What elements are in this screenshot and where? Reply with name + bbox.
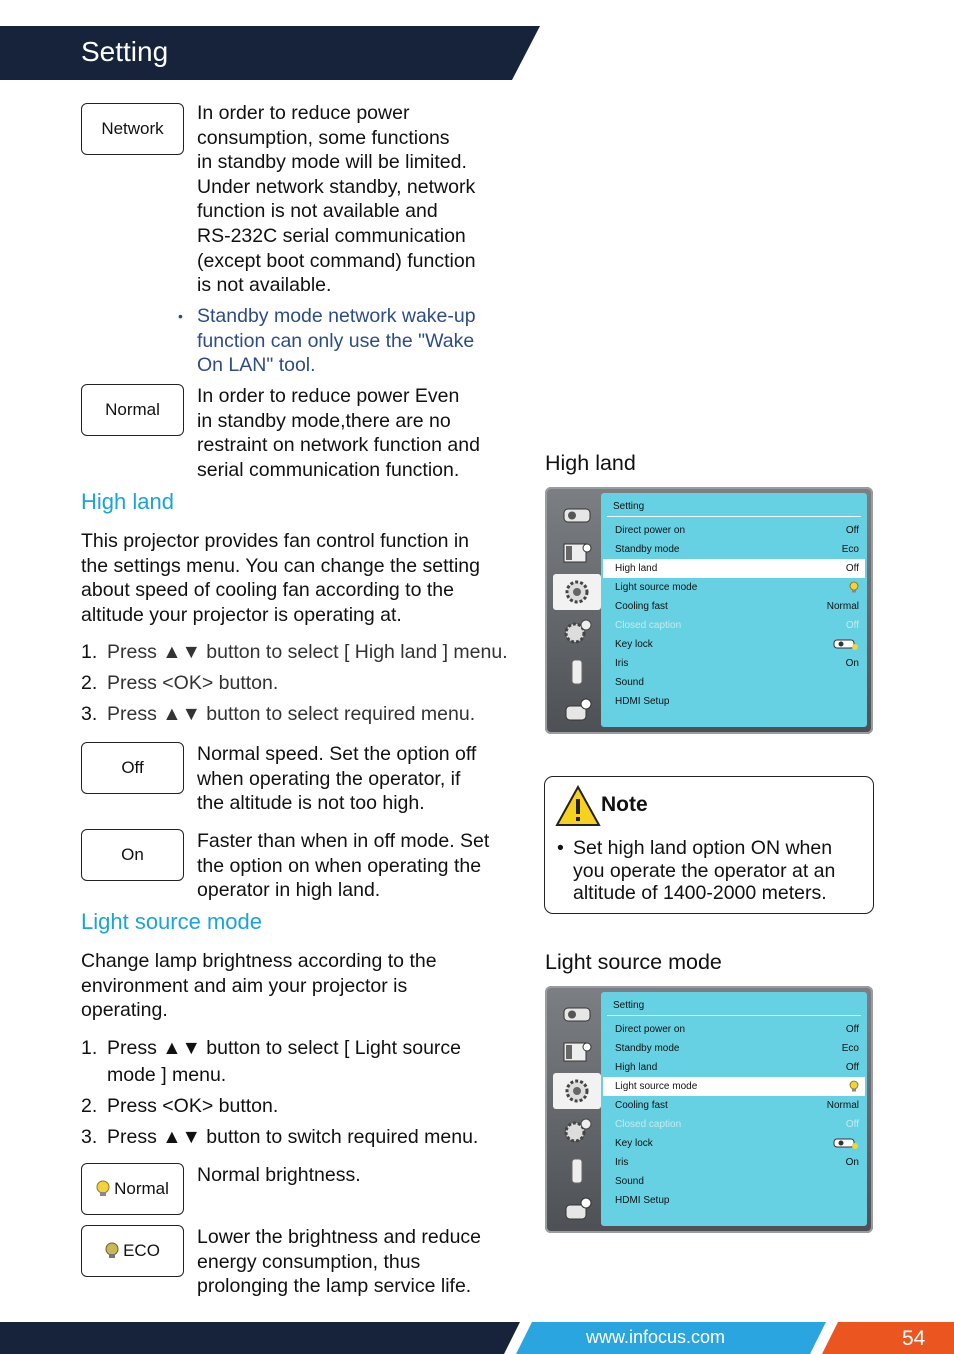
standby-normal-option-label: Normal xyxy=(105,400,160,419)
light-normal-label: Normal xyxy=(114,1179,169,1198)
menu1-caption: High land xyxy=(545,451,636,475)
light-source-heading: Light source mode xyxy=(81,909,262,934)
advanced-settings-icon[interactable] xyxy=(553,1113,601,1149)
usb-icon[interactable] xyxy=(553,1153,601,1189)
menu-row-hdmi-setup[interactable]: HDMI Setup xyxy=(615,696,670,707)
light-eco-label: ECO xyxy=(123,1241,160,1260)
light-source-intro: Change lamp brightness according to the environment and aim your projector is operating. xyxy=(81,950,437,1022)
info-icon[interactable] xyxy=(553,1192,601,1228)
light-normal-description: Normal brightness. xyxy=(197,1164,361,1186)
key-lock-icon xyxy=(833,1137,859,1150)
menu-row-direct-power-on[interactable]: Direct power on Off xyxy=(615,1024,859,1035)
menu-title: Setting xyxy=(613,1000,645,1011)
page-title: Setting xyxy=(81,36,169,67)
light-normal-box xyxy=(81,1163,184,1215)
menu-panel xyxy=(601,493,867,727)
menu-row-key-lock[interactable]: Key lock xyxy=(603,1134,865,1153)
page-number: 54 xyxy=(902,1327,926,1350)
menu-row-light-source-mode[interactable]: Light source mode xyxy=(603,1077,865,1096)
menu-row-key-lock[interactable]: Key lock xyxy=(603,635,865,654)
light-eco-box xyxy=(81,1225,184,1277)
high-land-off-box xyxy=(81,742,184,794)
high-land-off-description: Normal speed. Set the option off when operating the operator, if the altitude is not too high. xyxy=(197,743,477,815)
info-icon[interactable] xyxy=(553,693,601,729)
osd-menu-light-source-mode xyxy=(545,986,873,1233)
high-land-on-label: On xyxy=(121,845,144,864)
lightbulb-icon xyxy=(96,1180,110,1198)
menu-row-sound[interactable]: Sound xyxy=(615,677,644,688)
footer-url-link[interactable]: www.infocus.com xyxy=(586,1327,726,1347)
standby-normal-option-box xyxy=(81,384,184,436)
picture-icon[interactable] xyxy=(553,535,601,571)
menu-title-divider xyxy=(607,516,861,517)
menu-row-light-source-mode[interactable]: Light source mode xyxy=(603,578,865,597)
network-option-box xyxy=(81,103,184,155)
wake-bullet: • xyxy=(178,308,183,324)
high-land-on-description: Faster than when in off mode. Set the option on when operating the operator in high land. xyxy=(197,830,490,902)
menu-panel xyxy=(601,992,867,1226)
note-bullet: • xyxy=(557,837,564,859)
note-text: Set high land option ON when you operate the operator at an altitude of 1400-2000 meters. xyxy=(573,837,836,905)
menu-row-closed-caption: Closed caption Off xyxy=(615,620,859,631)
picture-icon[interactable] xyxy=(553,1034,601,1070)
network-option-label: Network xyxy=(101,119,164,138)
projector-icon[interactable] xyxy=(553,996,601,1032)
high-land-off-label: Off xyxy=(121,758,144,777)
menu-row-sound[interactable]: Sound xyxy=(615,1176,644,1187)
note-box xyxy=(544,776,874,914)
menu2-caption: Light source mode xyxy=(545,950,722,974)
network-description: In order to reduce power consumption, some functions in standby mode will be limited. Under network standby, network function is not available and RS-232C serial communication (except boot command) function is not available. xyxy=(197,102,476,297)
note-title: Note xyxy=(601,793,648,816)
warning-icon xyxy=(555,785,601,827)
high-land-on-box xyxy=(81,829,184,881)
key-lock-icon xyxy=(833,638,859,651)
high-land-heading: High land xyxy=(81,489,174,514)
menu-icon-column xyxy=(551,493,601,728)
settings-gear-icon[interactable] xyxy=(553,1073,601,1109)
standby-normal-description: In order to reduce power Even in standby mode,there are no restraint on network function and serial communication function. xyxy=(197,385,480,481)
settings-gear-icon[interactable] xyxy=(553,574,601,610)
lightbulb-icon xyxy=(849,1080,859,1092)
menu-row-iris[interactable]: Iris On xyxy=(615,658,859,669)
menu-row-standby-mode[interactable]: Standby mode Eco xyxy=(615,1043,859,1054)
high-land-intro: This projector provides fan control function in the settings menu. You can change the setting about speed of cooling fan according to the altitude your projector is operating at. xyxy=(81,530,480,626)
menu-row-direct-power-on[interactable]: Direct power on Off xyxy=(615,525,859,536)
advanced-settings-icon[interactable] xyxy=(553,614,601,650)
lightbulb-icon xyxy=(849,581,859,593)
menu-row-standby-mode[interactable]: Standby mode Eco xyxy=(615,544,859,555)
menu-row-high-land[interactable]: High land Off xyxy=(615,1062,859,1073)
osd-menu-high-land xyxy=(545,487,873,734)
light-eco-description: Lower the brightness and reduce energy consumption, thus prolonging the lamp service life. xyxy=(197,1226,482,1298)
footer-bar xyxy=(0,1322,954,1354)
wake-on-lan-note: Standby mode network wake-up function can only use the "Wake On LAN" tool. xyxy=(197,305,476,377)
projector-icon[interactable] xyxy=(553,497,601,533)
menu-row-cooling-fast[interactable]: Cooling fast Normal xyxy=(615,601,859,612)
usb-icon[interactable] xyxy=(553,654,601,690)
menu-row-cooling-fast[interactable]: Cooling fast Normal xyxy=(615,1100,859,1111)
menu-icon-column xyxy=(551,992,601,1227)
eco-lightbulb-icon xyxy=(105,1242,119,1260)
menu-row-hdmi-setup[interactable]: HDMI Setup xyxy=(615,1195,670,1206)
menu-row-high-land[interactable]: High land Off xyxy=(603,559,865,578)
menu-title-divider xyxy=(607,1015,861,1016)
menu-title: Setting xyxy=(613,501,645,512)
menu-row-closed-caption: Closed caption Off xyxy=(615,1119,859,1130)
menu-row-iris[interactable]: Iris On xyxy=(615,1157,859,1168)
